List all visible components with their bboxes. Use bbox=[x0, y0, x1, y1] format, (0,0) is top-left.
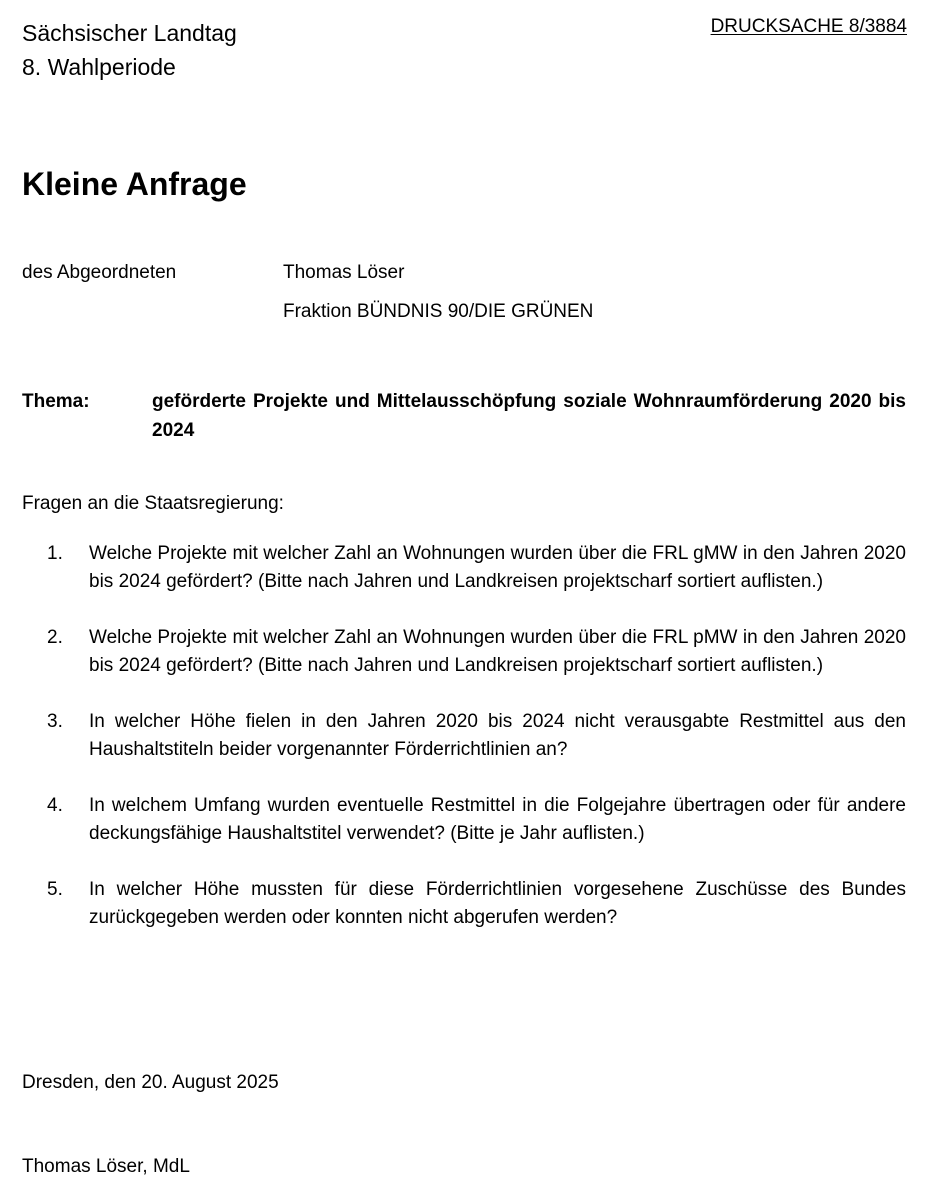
question-number: 3. bbox=[47, 711, 63, 732]
question-text: In welchem Umfang wurden eventuelle Restmittel in die Folgejahre übertragen oder für andere deckungsfähige Haushaltstitel verwendet? (Bitte je Jahr auflisten.) bbox=[89, 795, 906, 844]
author-fraktion: Fraktion BÜNDNIS 90/DIE GRÜNEN bbox=[283, 301, 594, 322]
author-label: des Abgeordneten bbox=[22, 262, 177, 283]
questions-intro: Fragen an die Staatsregierung: bbox=[22, 493, 284, 514]
signature: Thomas Löser, MdL bbox=[22, 1156, 190, 1177]
question-list bbox=[22, 540, 906, 960]
author-name: Thomas Löser bbox=[283, 262, 405, 283]
question-text: In welcher Höhe fielen in den Jahren 2020 bis 2024 nicht verausgabte Restmittel aus den Haushaltstiteln beider vorgenannter Förderrichtlinien an? bbox=[89, 711, 906, 760]
question-number: 4. bbox=[47, 795, 63, 816]
question-text: Welche Projekte mit welcher Zahl an Wohnungen wurden über die FRL gMW in den Jahren 2020 bis 2024 gefördert? (Bitte nach Jahren und Landkreisen projektscharf sortiert auflisten.) bbox=[89, 543, 906, 592]
document-header bbox=[22, 16, 237, 84]
question-number: 5. bbox=[47, 879, 63, 900]
thema-label: Thema: bbox=[22, 391, 90, 412]
thema-text: geförderte Projekte und Mittelausschöpfung soziale Wohnraumförderung 2020 bis 2024 bbox=[152, 391, 906, 441]
author-block bbox=[283, 259, 593, 326]
question-item bbox=[22, 792, 906, 848]
place-and-date: Dresden, den 20. August 2025 bbox=[22, 1072, 279, 1093]
question-number: 2. bbox=[47, 627, 63, 648]
question-item bbox=[22, 708, 906, 764]
legislative-period: 8. Wahlperiode bbox=[22, 54, 176, 80]
question-text: In welcher Höhe mussten für diese Förderrichtlinien vorgesehene Zuschüsse des Bundes zurückgegeben werden oder konnten nicht abgerufen werden? bbox=[89, 879, 906, 928]
question-item bbox=[22, 540, 906, 596]
institution-name: Sächsischer Landtag bbox=[22, 20, 237, 46]
question-item bbox=[22, 624, 906, 680]
question-text: Welche Projekte mit welcher Zahl an Wohnungen wurden über die FRL pMW in den Jahren 2020 bis 2024 gefördert? (Bitte nach Jahren und Landkreisen projektscharf sortiert auflisten.) bbox=[89, 627, 906, 676]
drucksache-number: DRUCKSACHE 8/3884 bbox=[710, 16, 907, 37]
question-number: 1. bbox=[47, 543, 63, 564]
question-item bbox=[22, 876, 906, 932]
page-title: Kleine Anfrage bbox=[22, 166, 247, 202]
